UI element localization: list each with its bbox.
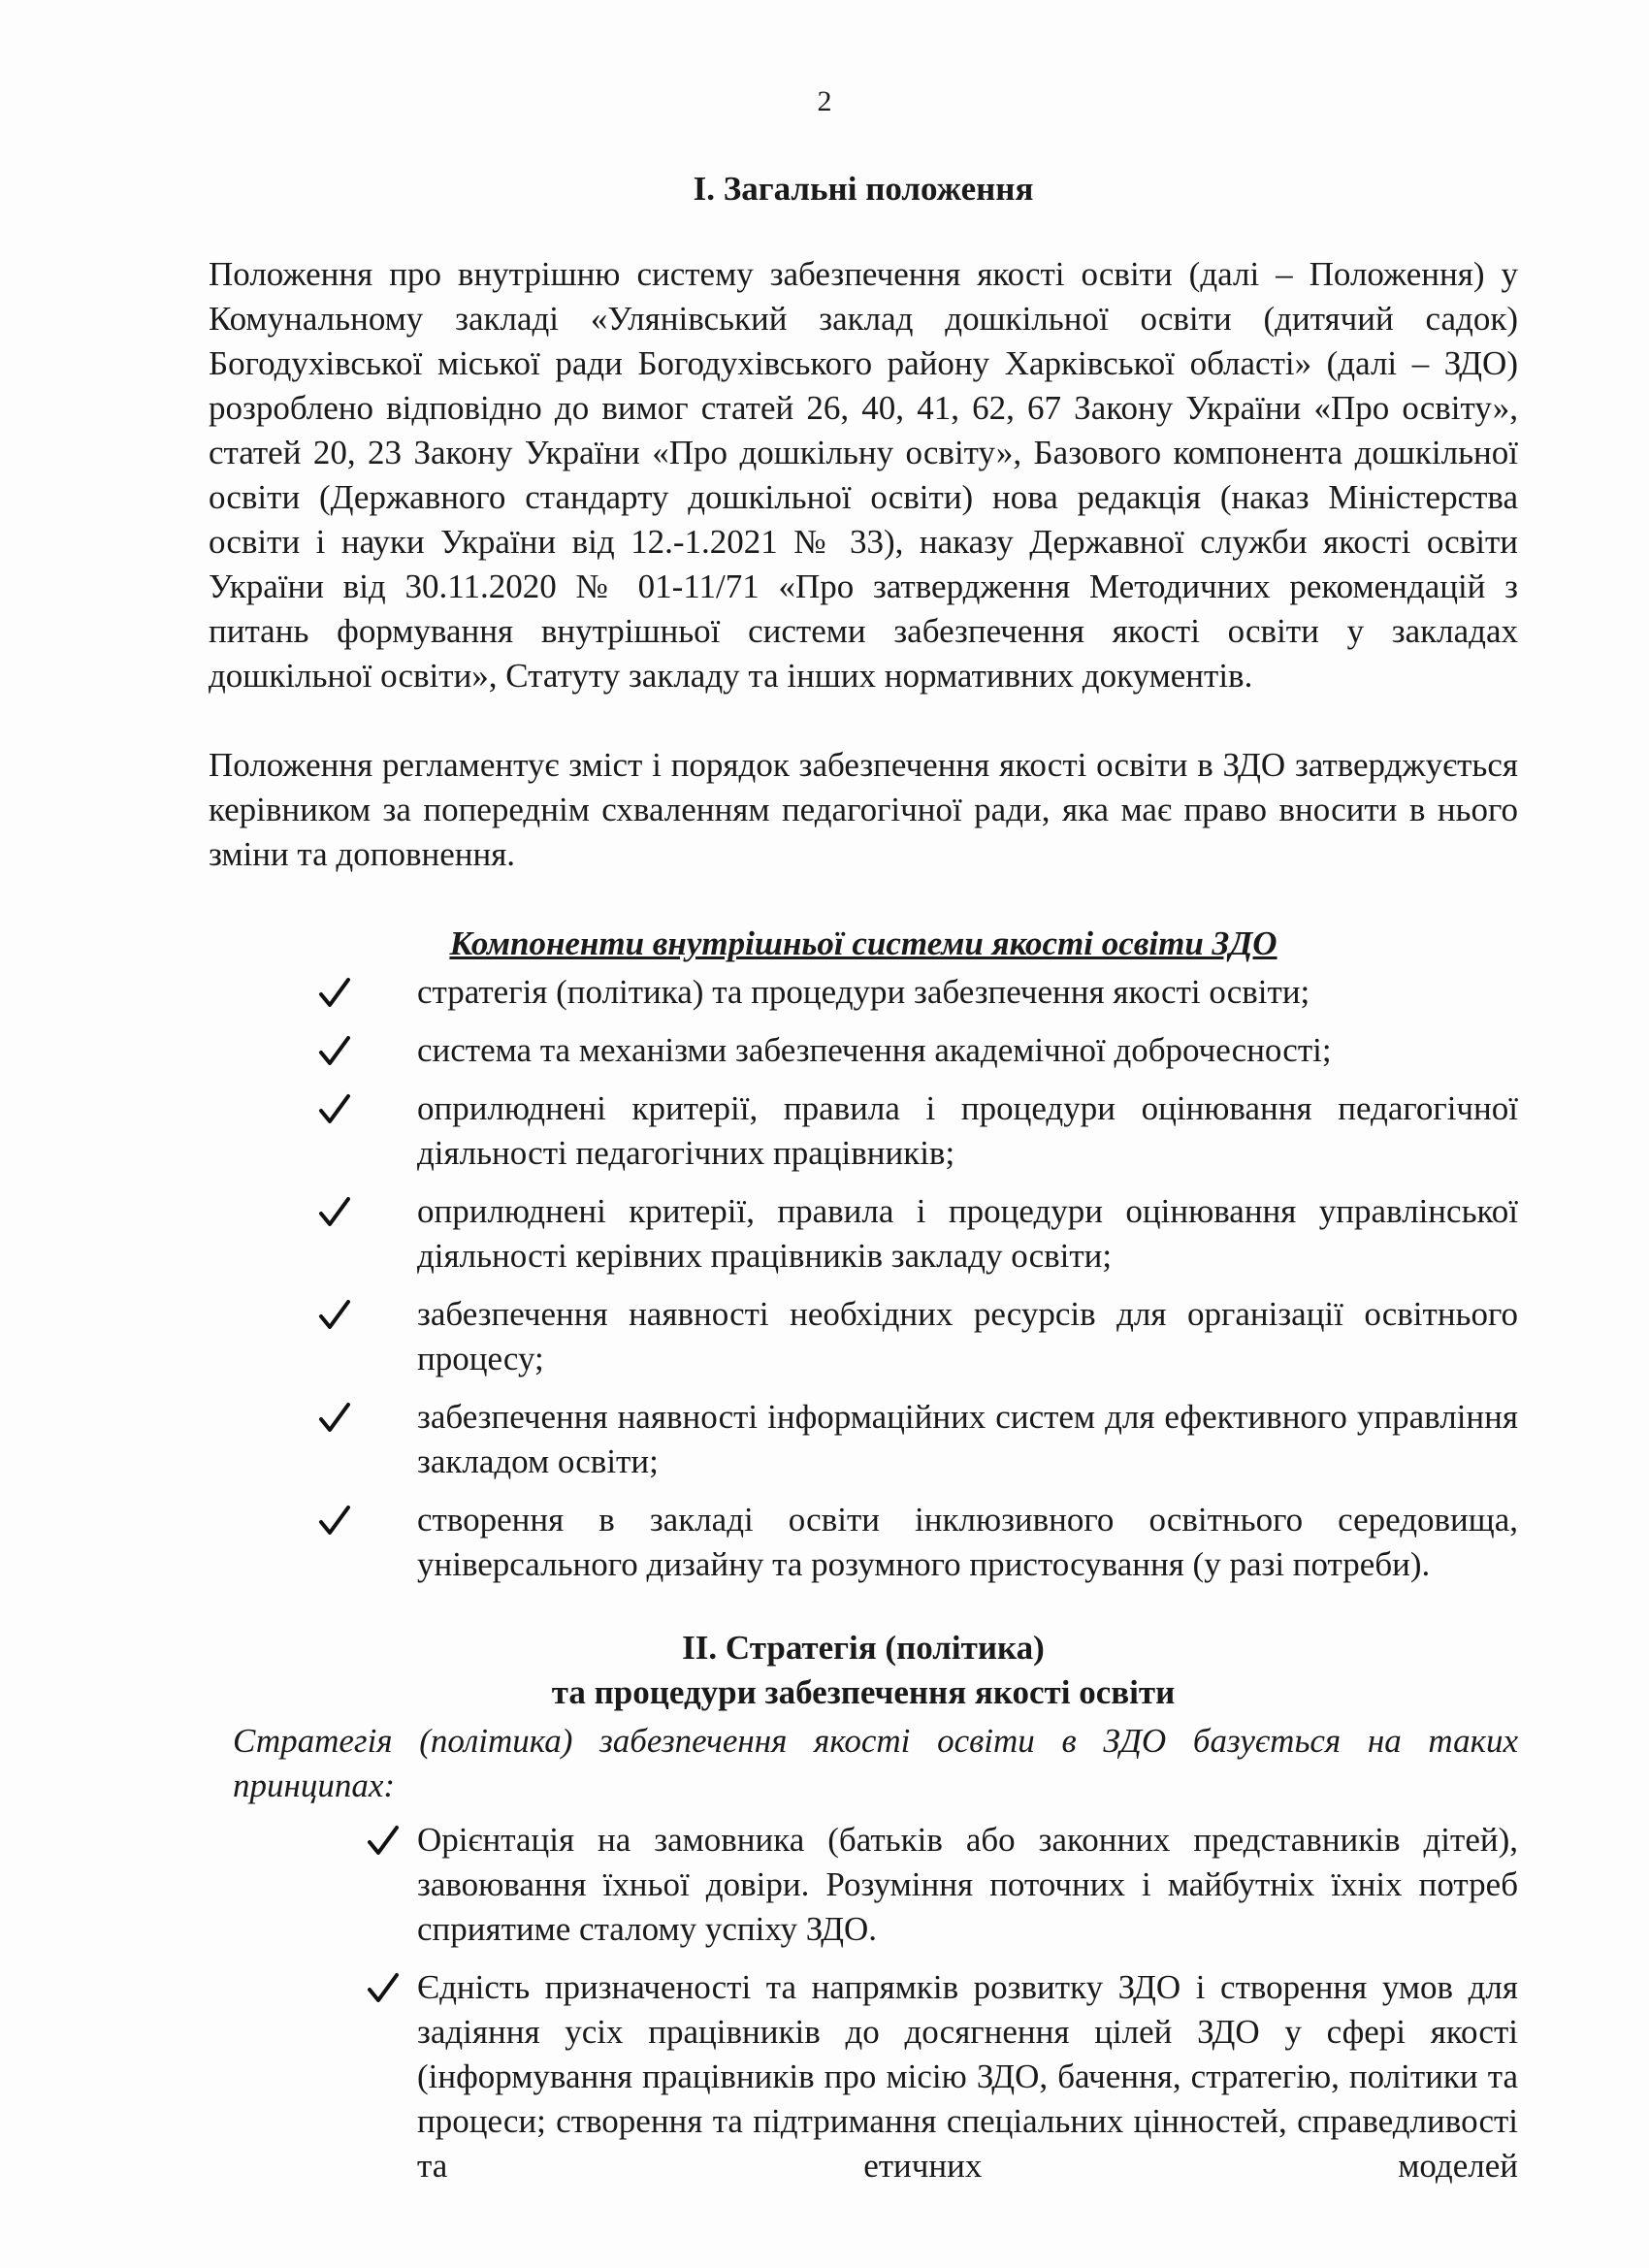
list-item [209, 1395, 1518, 1484]
list-item-text: стратегія (політика) та процедури забезпечення якості освіти; [417, 973, 1310, 1011]
checkmark-icon [364, 1969, 403, 2008]
checkmark-icon [315, 1090, 354, 1129]
section-1-title: I. Загальні положення [693, 170, 1034, 208]
list-item [209, 1292, 1518, 1381]
checkmark-icon [315, 1296, 354, 1335]
section-2-title-line-2: та процедури забезпечення якості освіти [551, 1673, 1176, 1711]
list-item-text: Єдність призначеності та напрямків розвитку ЗДО і створення умов для задіяння усіх працівників до досягнення цілей ЗДО у сфері якості (інформування працівників про місію ЗДО, бачення, стратегію, політики та процеси; створення та підтримання спеціальних цінностей, справедливості та етичних моделей [417, 1968, 1518, 2185]
checkmark-icon [315, 1193, 354, 1232]
section-2-lead: Стратегія (політика) забезпечення якості освіти в ЗДО базується на таких принципах: [233, 1722, 1518, 1804]
list-item [209, 1498, 1518, 1587]
components-list [209, 970, 1518, 1587]
section-1-paragraph-2: Положення регламентує зміст і порядок забезпечення якості освіти в ЗДО затверджується керівником за попереднім схваленням педагогічної ради, яка має право вносити в нього зміни та доповнення. [209, 746, 1518, 873]
checkmark-icon [315, 1502, 354, 1540]
list-item [209, 1028, 1518, 1073]
checkmark-icon [315, 1032, 354, 1071]
list-item-text: Орієнтація на замовника (батьків або законних представників дітей), завоювання їхньої довіри. Розуміння поточних і майбутніх їхніх потреб сприятиме сталому успіху ЗДО. [417, 1821, 1518, 1948]
list-item-text: створення в закладі освіти інклюзивного освітнього середовища, універсального дизайну та розумного пристосування (у разі потреби). [417, 1501, 1518, 1583]
components-title: Компоненти внутрішньої системи якості освіти ЗДО [449, 924, 1277, 962]
checkmark-icon [364, 1822, 403, 1861]
document-content [209, 155, 1518, 2202]
section-2-title-line-1: II. Стратегія (політика) [682, 1629, 1045, 1667]
list-item [209, 970, 1518, 1015]
checkmark-icon [315, 974, 354, 1013]
page-number: 2 [817, 85, 832, 117]
list-item [209, 1965, 1518, 2188]
list-item [209, 1086, 1518, 1176]
principles-list [209, 1818, 1518, 2188]
list-item-text: забезпечення наявності необхідних ресурсів для організації освітнього процесу; [417, 1295, 1518, 1377]
checkmark-icon [315, 1399, 354, 1438]
section-1-paragraph-1: Положення про внутрішню систему забезпечення якості освіти (далі – Положення) у Комунальному закладі «Улянівський заклад дошкільної освіти (дитячий садок) Богодухівської міської ради Богодухівського району Харківської області» (далі – ЗДО) розроблено відповідно до вимог статей 26, 40, 41, 62, 67 Закону України «Про освіту», статей 20, 23 Закону України «Про дошкільну освіту», Базового компонента дошкільної освіти (Державного стандарту дошкільної освіти) нова редакція (наказ Міністерства освіти і науки України від 12.-1.2021 № 33), наказу Державної служби якості освіти України від 30.11.2020 № 01-11/71 «Про затвердження Методичних рекомендацій з питань формування внутрішньої системи забезпечення якості освіти у закладах дошкільної освіти», Статуту закладу та інших нормативних документів. [209, 255, 1518, 695]
list-item-text: система та механізми забезпечення академічної доброчесності; [417, 1031, 1332, 1069]
list-item-text: оприлюднені критерії, правила і процедури оцінювання управлінської діяльності керівних працівників закладу освіти; [417, 1192, 1518, 1275]
list-item-text: забезпечення наявності інформаційних систем для ефективного управління закладом освіти; [417, 1398, 1518, 1480]
list-item [209, 1818, 1518, 1952]
list-item [209, 1189, 1518, 1279]
list-item-text: оприлюднені критерії, правила і процедури оцінювання педагогічної діяльності педагогічних працівників; [417, 1089, 1518, 1172]
